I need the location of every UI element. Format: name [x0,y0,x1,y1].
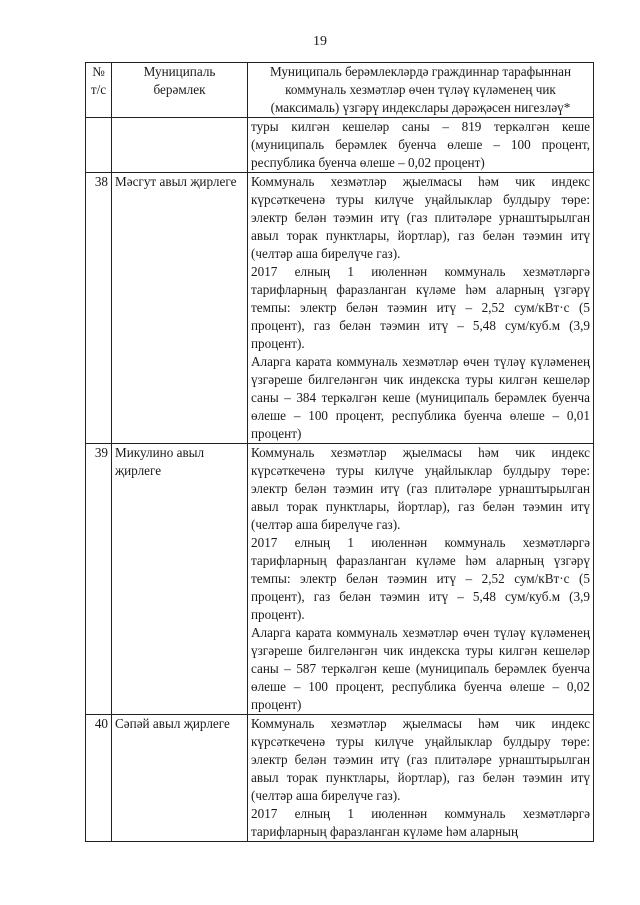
description-paragraph: 2017 елның 1 июленнән коммуналь хезмәтләргә тарифларның фаразланган күләме һәм аларның [251,806,590,839]
table-row [86,444,594,715]
table-row [86,173,594,444]
table-row-continuation [86,118,594,173]
description-paragraph: 2017 елның 1 июленнән коммуналь хезмәтләргә тарифларның фаразланган күләме һәм аларның үзгәрү темпы: электр белән тәэмин итү – 2,52 сум/кВт·с (5 процент), газ белән тәэмин итү – 5,48 сум/куб.м (3,9 процент). [251,264,590,351]
municipal-tariff-table [85,62,594,842]
page-number: 19 [313,34,327,49]
row-description [248,444,594,715]
header-description-label: Муниципаль берәмлекләрдә граждиннар тарафыннан коммуналь хезмәтләр өчен түләү күләменең чик (максималь) үзгәрү индекслары дәрәҗәсен нигезләү* [269,64,572,115]
description-paragraph: Аларга карата коммуналь хезмәтләр өчен түләү күләменең үзгәреше билгеләнгән чик индекска туры килгән кешеләр саны – 384 теркәлгән кеше (муниципаль берәмлек буенча өлеше – 100 процент, республика буенча өлеше – 0,01 процент) [251,354,590,441]
description-paragraph: Коммуналь хезмәтләр җыелмасы һәм чик индекс күрсәткеченә туры килүче уңайлыклар булдыру төре: электр белән тәэмин итү (газ плитәләре урнаштырылган авыл торак пунктлары, йортлар), газ белән тәэмин итү (челтәр аша бирелүче газ). [251,716,590,803]
description-paragraph: 2017 елның 1 июленнән коммуналь хезмәтләргә тарифларның фаразланган күләме һәм аларның үзгәрү темпы: электр белән тәэмин итү – 2,52 сум/кВт·с (5 процент), газ белән тәэмин итү – 5,48 сум/куб.м (3,9 процент). [251,535,590,622]
row-description [248,173,594,444]
row-number: 40 [86,715,112,842]
row-description [248,715,594,842]
header-municipality [112,63,248,118]
header-number-label: № т/с [90,64,107,97]
table-row [86,715,594,842]
description-paragraph: Коммуналь хезмәтләр җыелмасы һәм чик индекс күрсәткеченә туры килүче уңайлыклар булдыру төре: электр белән тәэмин итү (газ плитәләре урнаштырылган авыл торак пунктлары, йортлар), газ белән тәэмин итү (челтәр аша бирелүче газ). [251,445,590,532]
description-paragraph: Коммуналь хезмәтләр җыелмасы һәм чик индекс күрсәткеченә туры килүче уңайлыклар булдыру төре: электр белән тәэмин итү (газ плитәләре урнаштырылган авыл торак пунктлары, йортлар), газ белән тәэмин итү (челтәр аша бирелүче газ). [251,174,590,261]
header-municipality-label: Муниципаль берәмлек [143,64,216,97]
row-number: 39 [86,444,112,715]
description-paragraph: Аларга карата коммуналь хезмәтләр өчен түләү күләменең үзгәреше билгеләнгән чик индекска туры килгән кешеләр саны – 587 теркәлгән кеше (муниципаль берәмлек буенча өлеше – 100 процент, республика буенча өлеше – 0,02 процент) [251,625,590,712]
municipality-name: Микулино авыл җирлеге [112,444,248,715]
municipality-name: Мәсгут авыл җирлеге [112,173,248,444]
row-number: 38 [86,173,112,444]
table-header-row [86,63,594,118]
continuation-text: туры килгән кешеләр саны – 819 теркәлгән кеше (муниципаль берәмлек буенча өлеше – 100 процент, республика буенча өлеше – 0,02 процент) [248,118,594,173]
header-number [86,63,112,118]
municipality-name: Сәпәй авыл җирлеге [112,715,248,842]
header-description [248,63,594,118]
